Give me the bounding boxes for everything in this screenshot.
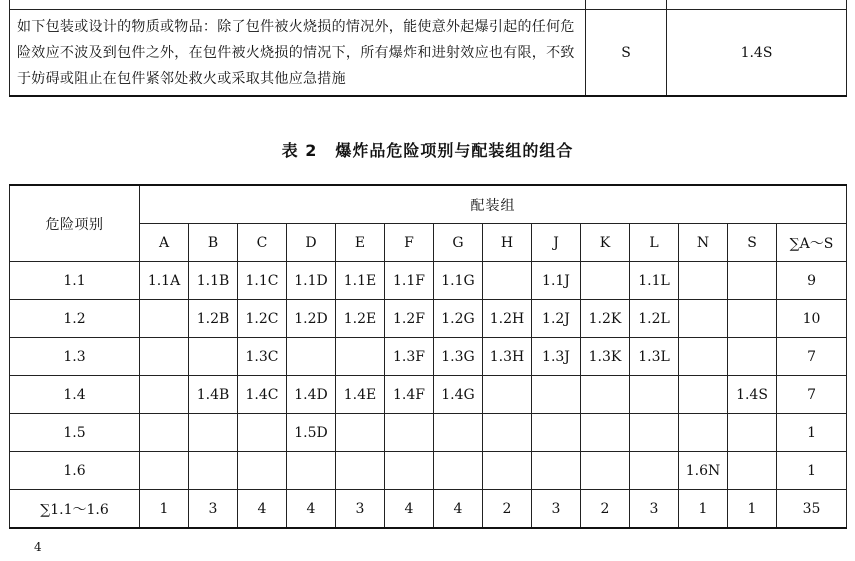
table-cell xyxy=(679,300,728,338)
table-cell xyxy=(630,414,679,452)
table-cell xyxy=(483,376,532,414)
column-header: H xyxy=(483,224,532,262)
table-row xyxy=(10,262,847,300)
table-cell xyxy=(532,452,581,490)
row-total-cell: 9 xyxy=(777,262,847,300)
table-cell xyxy=(483,452,532,490)
table-cell: 1.2D xyxy=(287,300,336,338)
table-cell: 1.2H xyxy=(483,300,532,338)
table-cell: 1.1G xyxy=(434,262,483,300)
continuation-row xyxy=(10,10,847,97)
table-cell xyxy=(189,338,238,376)
table-cell xyxy=(679,262,728,300)
header-row-1 xyxy=(10,185,847,224)
column-header: B xyxy=(189,224,238,262)
table-cell: 1.4F xyxy=(385,376,434,414)
table-cell: 1.1B xyxy=(189,262,238,300)
column-header: G xyxy=(434,224,483,262)
row-total-cell: 35 xyxy=(777,490,847,529)
table-cell: 3 xyxy=(532,490,581,529)
column-header: E xyxy=(336,224,385,262)
page-number: 4 xyxy=(34,540,42,554)
table-cell: 1.1F xyxy=(385,262,434,300)
table-cell xyxy=(581,262,630,300)
table-cell xyxy=(581,452,630,490)
row-label: 1.1 xyxy=(10,262,140,300)
row-label: ∑1.1～1.6 xyxy=(10,490,140,529)
table-cell: 2 xyxy=(483,490,532,529)
table-cell: 1.2K xyxy=(581,300,630,338)
table-cell: 1 xyxy=(140,490,189,529)
continuation-stub-row xyxy=(10,0,847,10)
column-header: D xyxy=(287,224,336,262)
table-cell xyxy=(140,338,189,376)
table-row xyxy=(10,376,847,414)
table-cell: 1.4E xyxy=(336,376,385,414)
table-cell: 1.3G xyxy=(434,338,483,376)
table-cell: 1.2B xyxy=(189,300,238,338)
table-row xyxy=(10,452,847,490)
table-cell: 2 xyxy=(581,490,630,529)
table-cell xyxy=(238,414,287,452)
column-header: S xyxy=(728,224,777,262)
table-cell xyxy=(728,262,777,300)
row-total-cell: 7 xyxy=(777,376,847,414)
table-cell xyxy=(287,338,336,376)
table-cell xyxy=(385,414,434,452)
table-cell: 4 xyxy=(238,490,287,529)
column-header: ∑A～S xyxy=(777,224,847,262)
table-cell xyxy=(140,376,189,414)
compatibility-table xyxy=(9,184,847,529)
description-cell: 如下包装或设计的物质或物品：除了包件被火烧损的情况外，能使意外起爆引起的任何危险效应不波及到包件之外，在包件被火烧损的情况下，所有爆炸和进射效应也有限，不致于妨碍或阻止在包件紧邻处救火或采取其他应急措施 xyxy=(10,10,586,97)
table-cell: 3 xyxy=(336,490,385,529)
table-cell xyxy=(189,414,238,452)
table-cell: 1.4S xyxy=(728,376,777,414)
table-cell xyxy=(483,414,532,452)
table-cell: 1 xyxy=(679,490,728,529)
table-cell xyxy=(728,452,777,490)
table-body xyxy=(10,262,847,529)
table-cell: 1.1J xyxy=(532,262,581,300)
row-total-cell: 10 xyxy=(777,300,847,338)
hazard-division-header: 危险项别 xyxy=(10,185,140,262)
row-total-cell: 7 xyxy=(777,338,847,376)
table-number: 表 2 xyxy=(281,141,318,160)
row-label: 1.5 xyxy=(10,414,140,452)
table-row xyxy=(10,414,847,452)
table-title: 爆炸品危险项别与配装组的组合 xyxy=(335,141,574,160)
column-header: L xyxy=(630,224,679,262)
table-cell xyxy=(679,338,728,376)
compatibility-group-header: 配装组 xyxy=(140,185,847,224)
table-cell: 1.6N xyxy=(679,452,728,490)
table-cell xyxy=(679,376,728,414)
table-cell: 1.2L xyxy=(630,300,679,338)
table-cell xyxy=(434,452,483,490)
table-cell: 1.1D xyxy=(287,262,336,300)
column-header: N xyxy=(679,224,728,262)
table-cell xyxy=(140,300,189,338)
table-row xyxy=(10,338,847,376)
table-cell xyxy=(630,452,679,490)
table-cell xyxy=(728,338,777,376)
table-cell xyxy=(728,414,777,452)
table-cell: 1.3J xyxy=(532,338,581,376)
table-cell xyxy=(140,414,189,452)
table-cell xyxy=(728,300,777,338)
row-label: 1.3 xyxy=(10,338,140,376)
table-cell: 1.1L xyxy=(630,262,679,300)
table-cell: 1.1E xyxy=(336,262,385,300)
table-cell xyxy=(581,376,630,414)
table-row xyxy=(10,490,847,529)
column-header: K xyxy=(581,224,630,262)
table-cell: 4 xyxy=(385,490,434,529)
table-cell xyxy=(238,452,287,490)
table-cell: 1.3C xyxy=(238,338,287,376)
table-cell: 4 xyxy=(434,490,483,529)
table-cell xyxy=(385,452,434,490)
table-row xyxy=(10,300,847,338)
table-cell xyxy=(483,262,532,300)
continuation-table xyxy=(9,0,847,97)
row-total-cell: 1 xyxy=(777,452,847,490)
table-cell: 1.4D xyxy=(287,376,336,414)
table-cell: 3 xyxy=(630,490,679,529)
table-cell: 1 xyxy=(728,490,777,529)
table-cell xyxy=(336,338,385,376)
row-label: 1.4 xyxy=(10,376,140,414)
table-cell: 1.2J xyxy=(532,300,581,338)
table-cell xyxy=(287,452,336,490)
table-cell: 1.4C xyxy=(238,376,287,414)
table-cell xyxy=(336,414,385,452)
row-label: 1.6 xyxy=(10,452,140,490)
table-cell: 1.4G xyxy=(434,376,483,414)
column-header: F xyxy=(385,224,434,262)
table-cell: 1.5D xyxy=(287,414,336,452)
table-cell xyxy=(189,452,238,490)
column-header: A xyxy=(140,224,189,262)
table-cell: 1.3K xyxy=(581,338,630,376)
column-header: J xyxy=(532,224,581,262)
table-cell xyxy=(532,414,581,452)
group-cell: S xyxy=(586,10,667,97)
table-cell xyxy=(581,414,630,452)
column-header: C xyxy=(238,224,287,262)
table-cell: 1.4B xyxy=(189,376,238,414)
row-label: 1.2 xyxy=(10,300,140,338)
table-cell: 1.3H xyxy=(483,338,532,376)
row-total-cell: 1 xyxy=(777,414,847,452)
table-cell: 1.2C xyxy=(238,300,287,338)
table-cell: 1.2E xyxy=(336,300,385,338)
table-caption xyxy=(0,138,855,161)
table-cell: 1.1A xyxy=(140,262,189,300)
table-cell xyxy=(336,452,385,490)
table-cell xyxy=(630,376,679,414)
table-cell: 1.3F xyxy=(385,338,434,376)
table-cell xyxy=(434,414,483,452)
table-cell: 1.2G xyxy=(434,300,483,338)
table-cell: 4 xyxy=(287,490,336,529)
table-cell xyxy=(532,376,581,414)
table-cell: 1.1C xyxy=(238,262,287,300)
table-cell: 1.3L xyxy=(630,338,679,376)
table-cell: 3 xyxy=(189,490,238,529)
table-cell xyxy=(140,452,189,490)
table-cell: 1.2F xyxy=(385,300,434,338)
table-cell xyxy=(679,414,728,452)
code-cell: 1.4S xyxy=(667,10,847,97)
